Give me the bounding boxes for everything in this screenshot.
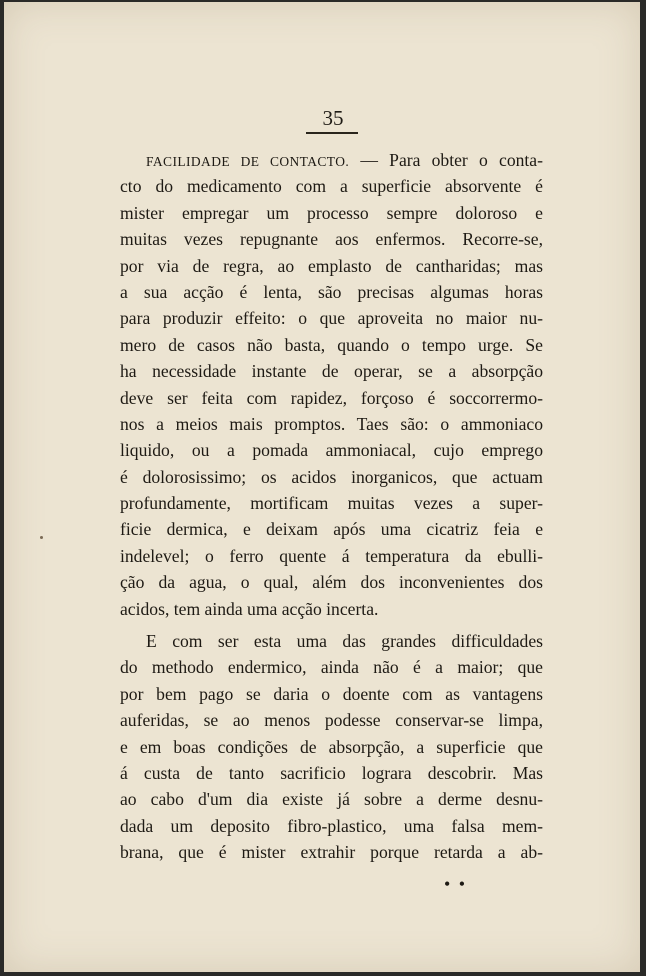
page-number-rule xyxy=(306,132,358,134)
first-line-rest: Para obter o conta- xyxy=(389,150,543,170)
paragraph1-line: ficie dermica, e deixam após uma cicatriz feia e xyxy=(120,519,543,540)
paragraph1-line: indelevel; o ferro quente á temperatura da ebulli- xyxy=(120,545,543,566)
body-text xyxy=(120,147,543,866)
paragraph1-line: deve ser feita com rapidez, forçoso é soccorrermo- xyxy=(120,387,543,408)
paragraph1-line: muitas vezes repugnante aos enfermos. Recorre-se, xyxy=(120,229,543,250)
paragraph1-line: ha necessidade instante de operar, se a absorpção xyxy=(120,361,543,382)
margin-speck xyxy=(40,536,43,539)
book-page xyxy=(4,2,640,972)
paragraph1-line: a sua acção é lenta, são precisas algumas horas xyxy=(120,281,543,302)
section-heading: FACILIDADE DE CONTACTO. xyxy=(146,154,350,169)
paragraph1-line: profundamente, mortificam muitas vezes a super- xyxy=(120,493,543,514)
paragraph2-line: ao cabo d'um dia existe já sobre a derme desnu- xyxy=(120,789,543,810)
paragraph1-first-line xyxy=(120,147,543,173)
paragraph2-line: auferidas, se ao menos podesse conservar-se limpa, xyxy=(120,710,543,731)
paragraph2-line: dada um deposito fibro-plastico, uma falsa mem- xyxy=(120,815,543,836)
paragraph1-line: mero de casos não basta, quando o tempo urge. Se xyxy=(120,334,543,355)
paragraph1-line: mister empregar um processo sempre doloroso e xyxy=(120,202,543,223)
paragraph1-last-line: acidos, tem ainda uma acção incerta. xyxy=(120,598,379,619)
paragraph1-line: cto do medicamento com a superficie absorvente é xyxy=(120,176,543,197)
paragraph2-line: por bem pago se daria o doente com as vantagens xyxy=(120,683,543,704)
paragraph2-line: brana, que é mister extrahir porque retarda a ab- xyxy=(120,842,543,863)
paragraph1-line: para produzir effeito: o que aproveita no maior nu- xyxy=(120,308,543,329)
paragraph2-line: do methodo endermico, ainda não é a maior; que xyxy=(120,657,543,678)
heading-separator: — xyxy=(349,150,390,170)
paragraph1-line: por via de regra, ao emplasto de cantharidas; mas xyxy=(120,255,543,276)
signature-mark: • • xyxy=(444,874,468,894)
paragraph1-line: ção da agua, o qual, além dos inconvenientes dos xyxy=(120,572,543,593)
paragraph1-line: é dolorosissimo; os acidos inorganicos, que actuam xyxy=(120,466,543,487)
paragraph1-line: liquido, ou a pomada ammoniacal, cujo emprego xyxy=(120,440,543,461)
page-number: 35 xyxy=(322,106,344,130)
paragraph2-line: e em boas condições de absorpção, a superficie que xyxy=(120,736,543,757)
paragraph2-line: á custa de tanto sacrificio lograra descobrir. Mas xyxy=(120,762,543,783)
paragraph1-line: nos a meios mais promptos. Taes são: o ammoniaco xyxy=(120,413,543,434)
paragraph2-line: E com ser esta uma das grandes difficuldades xyxy=(146,631,543,652)
